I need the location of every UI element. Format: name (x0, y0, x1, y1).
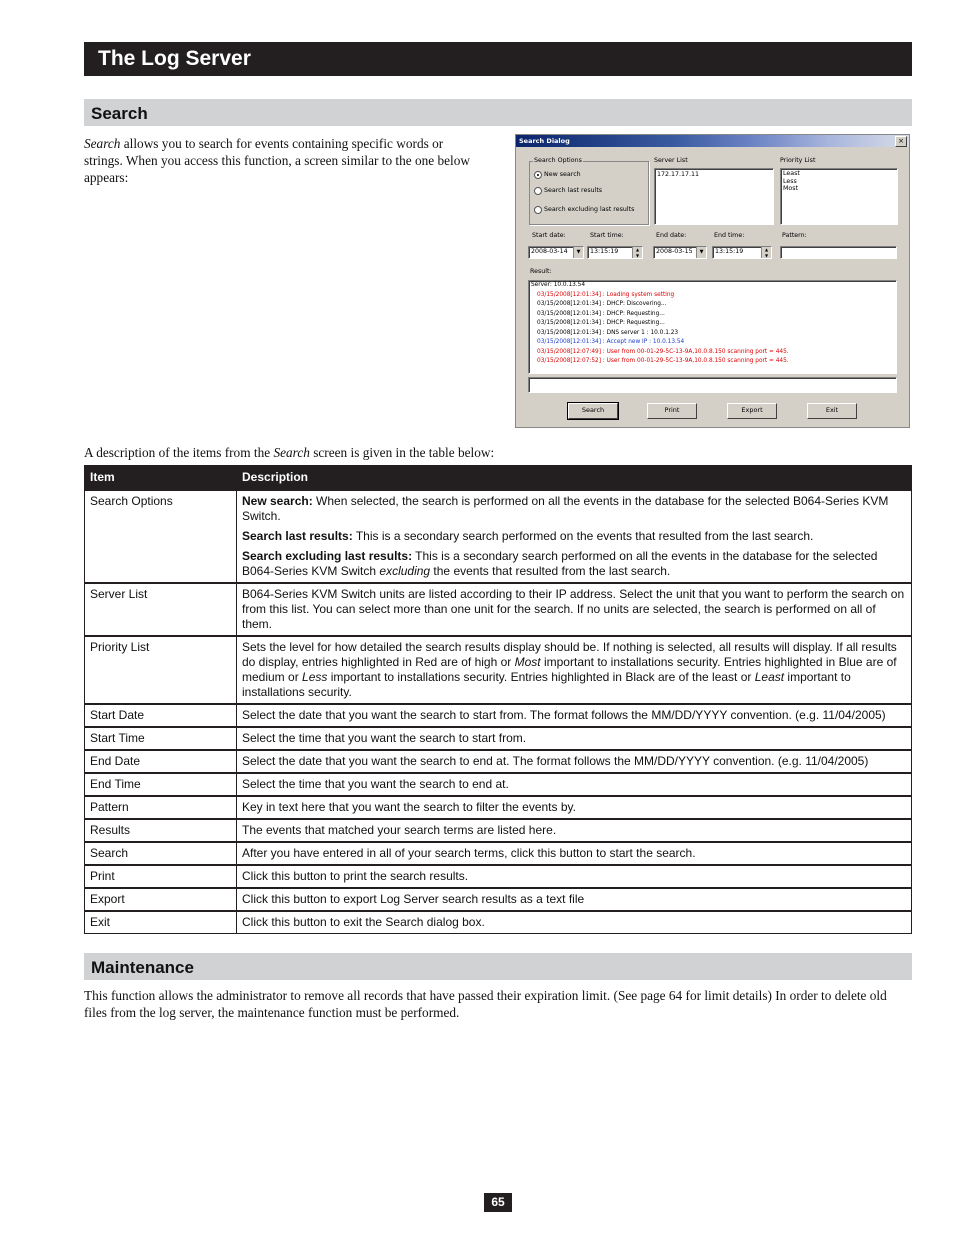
pattern-input[interactable] (780, 246, 897, 259)
new-search-label: New search (544, 171, 581, 178)
end-time-field[interactable] (712, 246, 772, 259)
page-number: 65 (484, 1193, 512, 1212)
dialog-title: Search Dialog (519, 137, 570, 145)
table-row (85, 704, 912, 727)
start-date-value: 2008-03-14 (531, 248, 568, 255)
table-row (85, 796, 912, 819)
item-cell: Start Time (85, 727, 237, 750)
new-search-radio[interactable] (534, 171, 542, 179)
table-row (85, 490, 912, 583)
term-new-search: New search: (242, 494, 313, 508)
table-intro-text-end: screen is given in the table below: (309, 445, 495, 460)
priority-list[interactable] (780, 168, 898, 225)
server-list[interactable] (654, 168, 774, 225)
priority-list-label: Priority List (780, 157, 816, 164)
chevron-down-icon[interactable]: ▼ (573, 247, 583, 258)
print-button[interactable]: Print (647, 403, 697, 419)
priority-item-least[interactable]: Least (783, 170, 800, 177)
term-search-excluding: Search excluding last results: (242, 549, 413, 563)
search-button[interactable]: Search (568, 403, 618, 419)
search-last-results-radio[interactable] (534, 187, 542, 195)
item-cell: End Date (85, 750, 237, 773)
chevron-down-icon[interactable]: ▼ (696, 247, 706, 258)
item-cell: Search Options (85, 490, 237, 583)
table-row (85, 773, 912, 796)
desc-text: important to installations security. Entries highlighted in Black are of the least or (327, 670, 755, 684)
result-line: 03/15/2008[12:01:34] : DNS server 1 : 10.0.1.23 (537, 330, 679, 336)
item-cell: Priority List (85, 636, 237, 704)
result-line: 03/15/2008[12:01:34] : DHCP: Requesting... (537, 320, 665, 326)
result-line: 03/15/2008[12:01:34] : Accept new IP : 10.0.13.54 (537, 339, 685, 345)
start-date-picker[interactable] (528, 246, 584, 259)
table-row (85, 636, 912, 704)
dialog-title-bar (516, 135, 909, 147)
table-row (85, 727, 912, 750)
end-date-value: 2008-03-15 (656, 248, 693, 255)
search-heading-text: Search (91, 104, 148, 123)
description-cell: Click this button to export Log Server search results as a text file (237, 888, 912, 911)
spinner-icon[interactable]: ▲ ▼ (761, 247, 771, 258)
table-row (85, 911, 912, 934)
item-cell: Exit (85, 911, 237, 934)
exit-button[interactable]: Exit (807, 403, 857, 419)
description-cell: After you have entered in all of your search terms, click this button to start the search. (237, 842, 912, 865)
end-date-label: End date: (656, 232, 687, 239)
export-button[interactable]: Export (727, 403, 777, 419)
search-options-label: Search Options (534, 157, 582, 164)
item-cell: End Time (85, 773, 237, 796)
description-cell (237, 490, 912, 583)
close-icon[interactable]: × (895, 136, 907, 147)
item-cell: Print (85, 865, 237, 888)
header-description: Description (237, 466, 912, 491)
table-intro (84, 444, 494, 461)
description-cell: Click this button to exit the Search dialog box. (237, 911, 912, 934)
item-cell: Export (85, 888, 237, 911)
table-row (85, 750, 912, 773)
item-cell: Start Date (85, 704, 237, 727)
search-excluding-radio[interactable] (534, 206, 542, 214)
table-header-row (85, 466, 912, 491)
desc-emphasis: Less (302, 670, 328, 684)
result-line: 03/15/2008[12:01:34] : DHCP: Discovering... (537, 301, 667, 307)
desc-text: important to installations security. Entries highlighted in Blue are of medium or (242, 655, 897, 684)
term-search-last-results: Search last results: (242, 529, 353, 543)
maintenance-heading-text: Maintenance (91, 958, 194, 977)
priority-item-most[interactable]: Most (783, 185, 799, 192)
search-section-heading (84, 99, 912, 126)
items-table (84, 465, 912, 934)
result-line: 03/15/2008[12:01:34] : Loading system setting (537, 292, 675, 298)
end-time-label: End time: (714, 232, 745, 239)
desc-text: important to installations security. (242, 670, 851, 699)
item-cell: Pattern (85, 796, 237, 819)
description-cell: Select the time that you want the search to end at. (237, 773, 912, 796)
desc-text: This is a secondary search performed on the events that resulted from the last search. (352, 529, 814, 543)
description-cell: Select the date that you want the search to end at. The format follows the MM/DD/YYYY convention. (e.g. 11/04/2005) (237, 750, 912, 773)
start-time-value: 13:15:19 (590, 248, 619, 255)
result-line: 03/15/2008[12:07:52] : User from 00-01-29-5C-13-9A,10.0.8.150 scanning port = 445. (537, 358, 789, 364)
result-line: Server: 10.0.13.54 (531, 282, 586, 288)
table-row (85, 888, 912, 911)
description-cell: The events that matched your search terms are listed here. (237, 819, 912, 842)
table-row (85, 583, 912, 636)
spinner-icon[interactable]: ▲ ▼ (632, 247, 642, 258)
desc-text: When selected, the search is performed on all the events in the database for the selected B064-Series KVM Switch. (242, 494, 889, 523)
description-cell: B064-Series KVM Switch units are listed according to their IP address. Select the unit that you want to perform the search on from this list. You can select more than one unit for the search. If no units are selected, the search is performed on all of them. (237, 583, 912, 636)
results-list[interactable] (528, 280, 897, 374)
search-intro-paragraph (84, 135, 484, 186)
description-cell: Select the time that you want the search to start from. (237, 727, 912, 750)
intro-emphasis: Search (84, 136, 121, 151)
result-line: 03/15/2008[12:07:49] : User from 00-01-29-5C-13-9A,10.0.8.150 scanning port = 445. (537, 349, 789, 355)
desc-emphasis: excluding (379, 564, 431, 578)
result-line: 03/15/2008[12:01:34] : DHCP: Requesting... (537, 311, 665, 317)
start-date-label: Start date: (532, 232, 566, 239)
table-intro-text: A description of the items from the (84, 445, 274, 460)
table-row (85, 819, 912, 842)
table-intro-emphasis: Search (273, 445, 310, 460)
priority-item-less[interactable]: Less (783, 177, 797, 185)
search-last-results-label: Search last results (544, 187, 603, 194)
server-list-label: Server List (654, 157, 688, 164)
description-cell: Key in text here that you want the search to filter the events by. (237, 796, 912, 819)
maintenance-section-heading (84, 953, 912, 980)
result-label: Result: (530, 268, 552, 275)
server-list-item[interactable]: 172.17.17.11 (657, 171, 700, 178)
end-time-value: 13:15:19 (715, 248, 744, 255)
end-date-picker[interactable] (653, 246, 707, 259)
table-row (85, 842, 912, 865)
intro-text: allows you to search for events containing specific words or strings. When you access this function, a screen similar to the one below appears: (84, 136, 471, 185)
desc-emphasis: Least (754, 670, 785, 684)
desc-text: This is a secondary search performed on all the events in the database for the selected B064-Series KVM Switch (242, 549, 878, 578)
header-item: Item (85, 466, 237, 491)
desc-text: the events that resulted from the last search. (430, 564, 671, 578)
pattern-label: Pattern: (782, 232, 807, 239)
maintenance-paragraph: This function allows the administrator to remove all records that have passed their expiration limit. (See page 64 for limit details) In order to delete old files from the log server, the maintenance function must be performed. (84, 988, 887, 1020)
status-field (528, 377, 897, 393)
page-title: The Log Server (98, 47, 251, 70)
description-cell: Select the date that you want the search to start from. The format follows the MM/DD/YYYY convention. (e.g. 11/04/2005) (237, 704, 912, 727)
search-dialog-screenshot (515, 134, 910, 428)
page-header (84, 42, 912, 76)
description-cell (237, 636, 912, 704)
desc-text: Sets the level for how detailed the search results display should be. If nothing is selected, all results will display. If all results do display, entries highlighted in Red are of high or (242, 640, 897, 669)
desc-emphasis: Most (514, 655, 541, 669)
table-row (85, 865, 912, 888)
item-cell: Search (85, 842, 237, 865)
description-cell: Click this button to print the search results. (237, 865, 912, 888)
start-time-label: Start time: (590, 232, 624, 239)
item-cell: Server List (85, 583, 237, 636)
search-excluding-label: Search excluding last results (544, 206, 635, 213)
item-cell: Results (85, 819, 237, 842)
start-time-field[interactable] (587, 246, 643, 259)
